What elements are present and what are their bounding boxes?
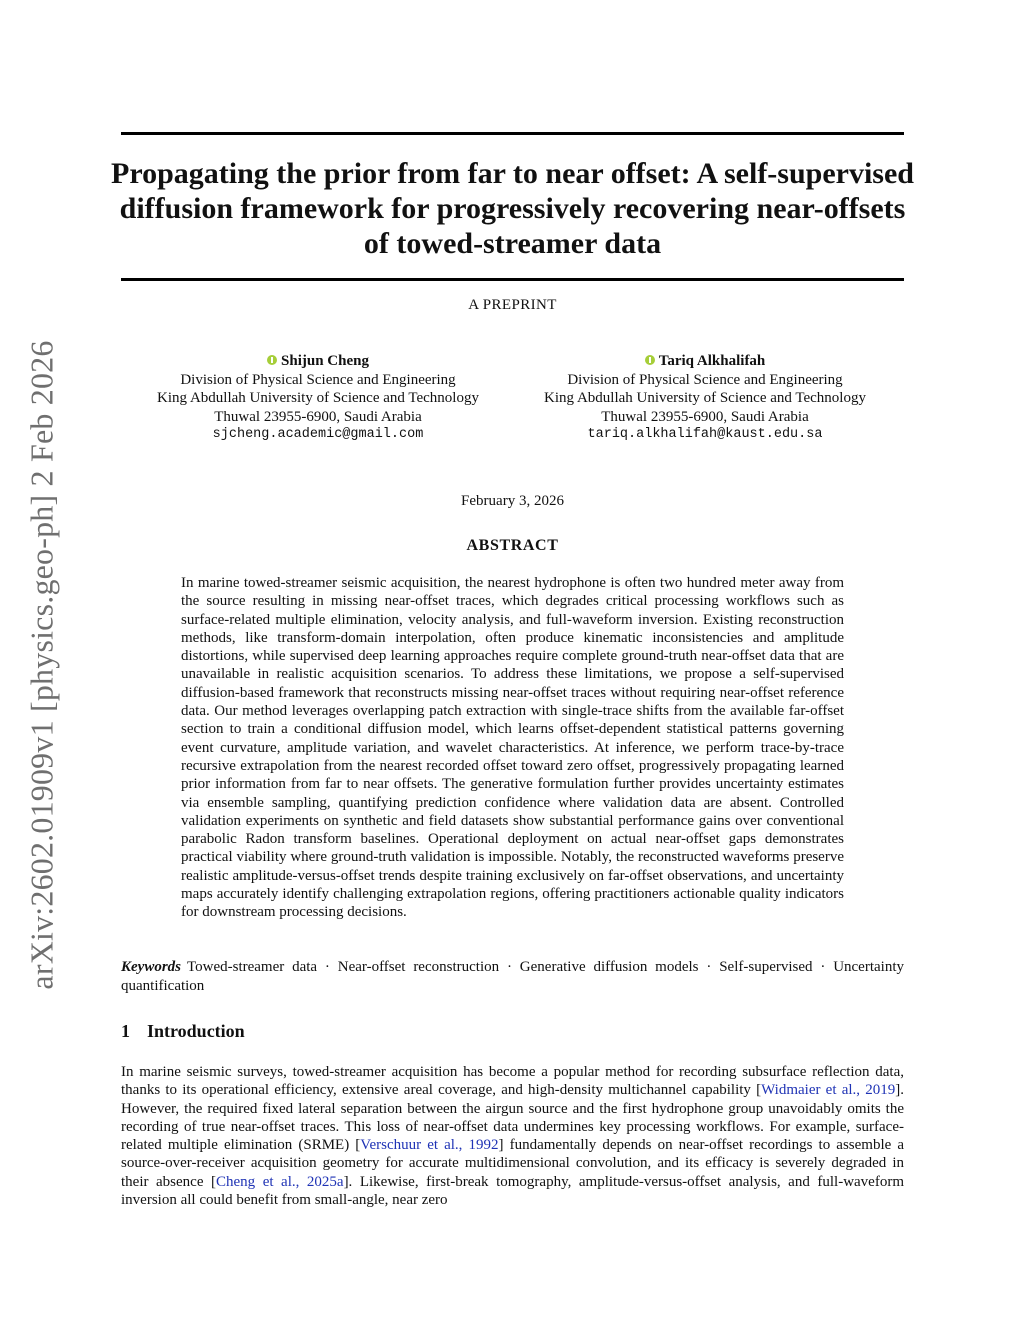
orcid-icon[interactable]: [645, 355, 655, 365]
author-block-2: [515, 352, 895, 445]
author-affiliation: Division of Physical Science and Engineering: [567, 371, 843, 388]
keywords-label: Keywords: [121, 959, 181, 975]
intro-text: ]. Likewise, first-break tomography, amplitude-versus-offset analysis, and full-waveform inversion all could benefit from small-angle, near zero: [121, 1173, 904, 1209]
keywords-list: Towed-streamer data · Near-offset reconstruction · Generative diffusion models · Self-supervised · Uncertainty quantification: [121, 959, 904, 994]
intro-text: ]. However, the required fixed lateral separation between the airgun source and the first hydrophone group unavoidably omits the recording of true near-offset traces. This loss of near-offset data undermines key processing workflows. For example, surface-related multiple elimination (SRME) [: [121, 1082, 904, 1154]
citation-link[interactable]: Cheng et al., 2025a: [216, 1173, 344, 1190]
author-institution: King Abdullah University of Science and Technology: [157, 390, 479, 406]
section-heading: [121, 1021, 245, 1042]
arxiv-stamp: arXiv:2602.01909v1 [physics.geo-ph] 2 Feb 2026: [23, 340, 60, 990]
author-name: Tariq Alkhalifah: [658, 353, 766, 369]
citation-link[interactable]: Verschuur et al., 1992: [360, 1137, 499, 1154]
abstract-text: In marine towed-streamer seismic acquisition, the nearest hydrophone is often two hundred meter away from the source resulting in missing near-offset traces, which degrades critical processing workflows such as surface-related multiple elimination, velocity analysis, and full-waveform inversion. Existing reconstruction methods, like transform-domain interpolation, often produce kinematic inconsistencies and amplitude distortions, while supervised deep learning approaches require complete ground-truth near-offset data that are unavailable in realistic acquisition scenarios. To address these limitations, we propose a self-supervised diffusion-based framework that reconstructs missing near-offset traces without requiring near-offset reference data. Our method leverages overlapping patch extraction with single-trace shifts from the available far-offset section to train a conditional diffusion model, which learns offset-dependent statistical patterns governing event curvature, amplitude variation, and wavelet characteristics. At inference, we perform trace-by-trace recursive extrapolation from the nearest recorded offset toward zero offset, progressively propagating learned prior information from far to near offsets. The generative formulation further provides uncertainty estimates via ensemble sampling, quantifying prediction confidence where validation data are absent. Controlled validation experiments on synthetic and field datasets show substantial performance gains over conventional parabolic Radon transform baselines. Operational deployment on actual near-offset gaps demonstrates practical viability where ground-truth validation is impossible. Notably, the reconstructed waveforms preserve realistic amplitude-versus-offset trends despite training exclusively on far-offset observations, and uncertainty maps accurately identify challenging extrapolation regions, offering practitioners actionable quality indicators for downstream processing decisions.: [181, 575, 844, 921]
citation-link[interactable]: Widmaier et al., 2019: [761, 1082, 896, 1099]
intro-paragraph: [121, 1063, 904, 1209]
intro-text: In marine seismic surveys, towed-streamer acquisition has become a popular method for recording subsurface reflection data, thanks to its operational efficiency, extensive areal coverage, and high-density multichannel capability [: [121, 1064, 904, 1099]
publication-date: February 3, 2026: [461, 493, 564, 509]
author-email[interactable]: sjcheng.academic@gmail.com: [212, 427, 424, 442]
author-address: Thuwal 23955-6900, Saudi Arabia: [601, 408, 809, 425]
author-address: Thuwal 23955-6900, Saudi Arabia: [214, 408, 422, 425]
abstract-heading: ABSTRACT: [466, 537, 559, 554]
author-institution: King Abdullah University of Science and Technology: [544, 390, 866, 406]
title-top-rule: [121, 132, 904, 135]
title-bottom-rule: [121, 278, 904, 281]
author-block-1: [128, 352, 508, 445]
section-number: 1: [121, 1021, 130, 1041]
paper-title: Propagating the prior from far to near offset: A self-supervised diffusion framework for progressively recovering near-offsets of towed-streamer data: [111, 157, 914, 260]
arxiv-sidebar: [16, 320, 68, 1010]
orcid-icon[interactable]: [267, 355, 277, 365]
intro-text: ] fundamentally depends on near-offset recordings to assemble a source-over-receiver acquisition geometry for accurate multidimensional convolution, and its efficacy is severely degraded in their absence [: [121, 1137, 905, 1190]
author-affiliation: Division of Physical Science and Engineering: [180, 371, 456, 388]
preprint-label: A PREPRINT: [468, 297, 557, 313]
author-email[interactable]: tariq.alkhalifah@kaust.edu.sa: [587, 427, 823, 442]
section-title: Introduction: [147, 1021, 245, 1041]
keywords-line: [121, 958, 904, 995]
author-name: Shijun Cheng: [281, 353, 369, 369]
